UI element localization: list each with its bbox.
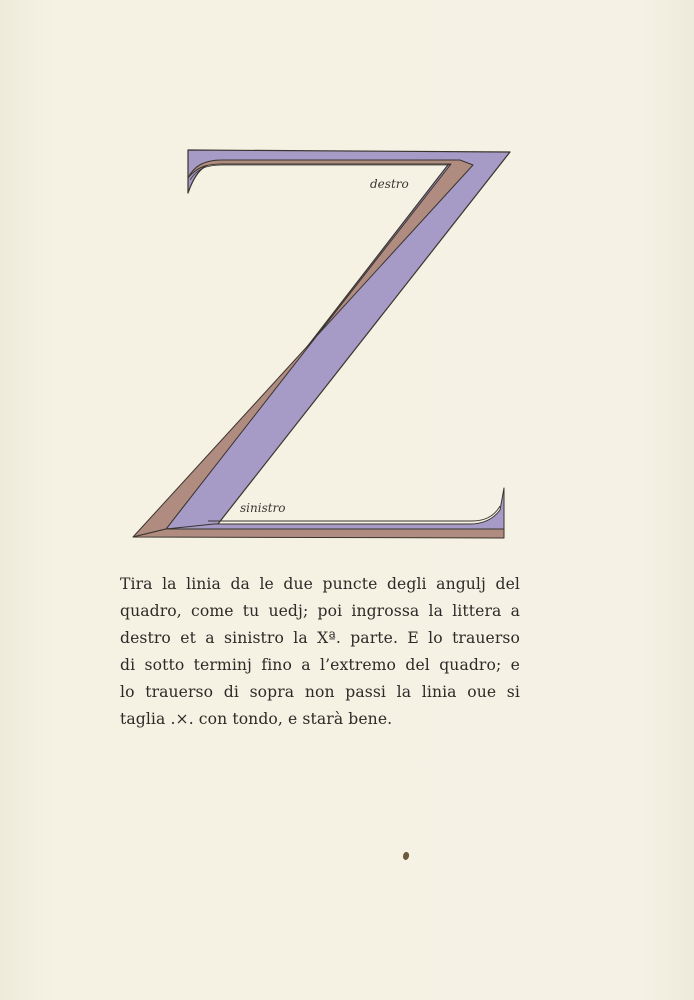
- z-bottom-bar-rose: [133, 529, 504, 538]
- text-line: taglia .×. con tondo, e starà bene.: [120, 710, 393, 728]
- body-paragraph: [120, 571, 520, 733]
- text-line: destro et a sinistro la Xª. parte. E lo trauerso: [120, 629, 520, 647]
- label-sinistro: sinistro: [240, 501, 286, 515]
- text-line: quadro, come tu uedj; poi ingrossa la littera a: [120, 602, 520, 620]
- text-line: di sotto terminj fino a l’extremo del quadro; e: [120, 656, 520, 674]
- label-destro: destro: [370, 177, 409, 191]
- z-rose-stroke: [133, 160, 473, 537]
- z-violet-stroke: [166, 150, 510, 529]
- z-top-inner-line: [190, 165, 450, 180]
- text-line: lo trauerso di sopra non passi la linia oue si: [120, 683, 520, 701]
- text-line: Tira la linia da le due puncte degli angulj del: [120, 575, 520, 593]
